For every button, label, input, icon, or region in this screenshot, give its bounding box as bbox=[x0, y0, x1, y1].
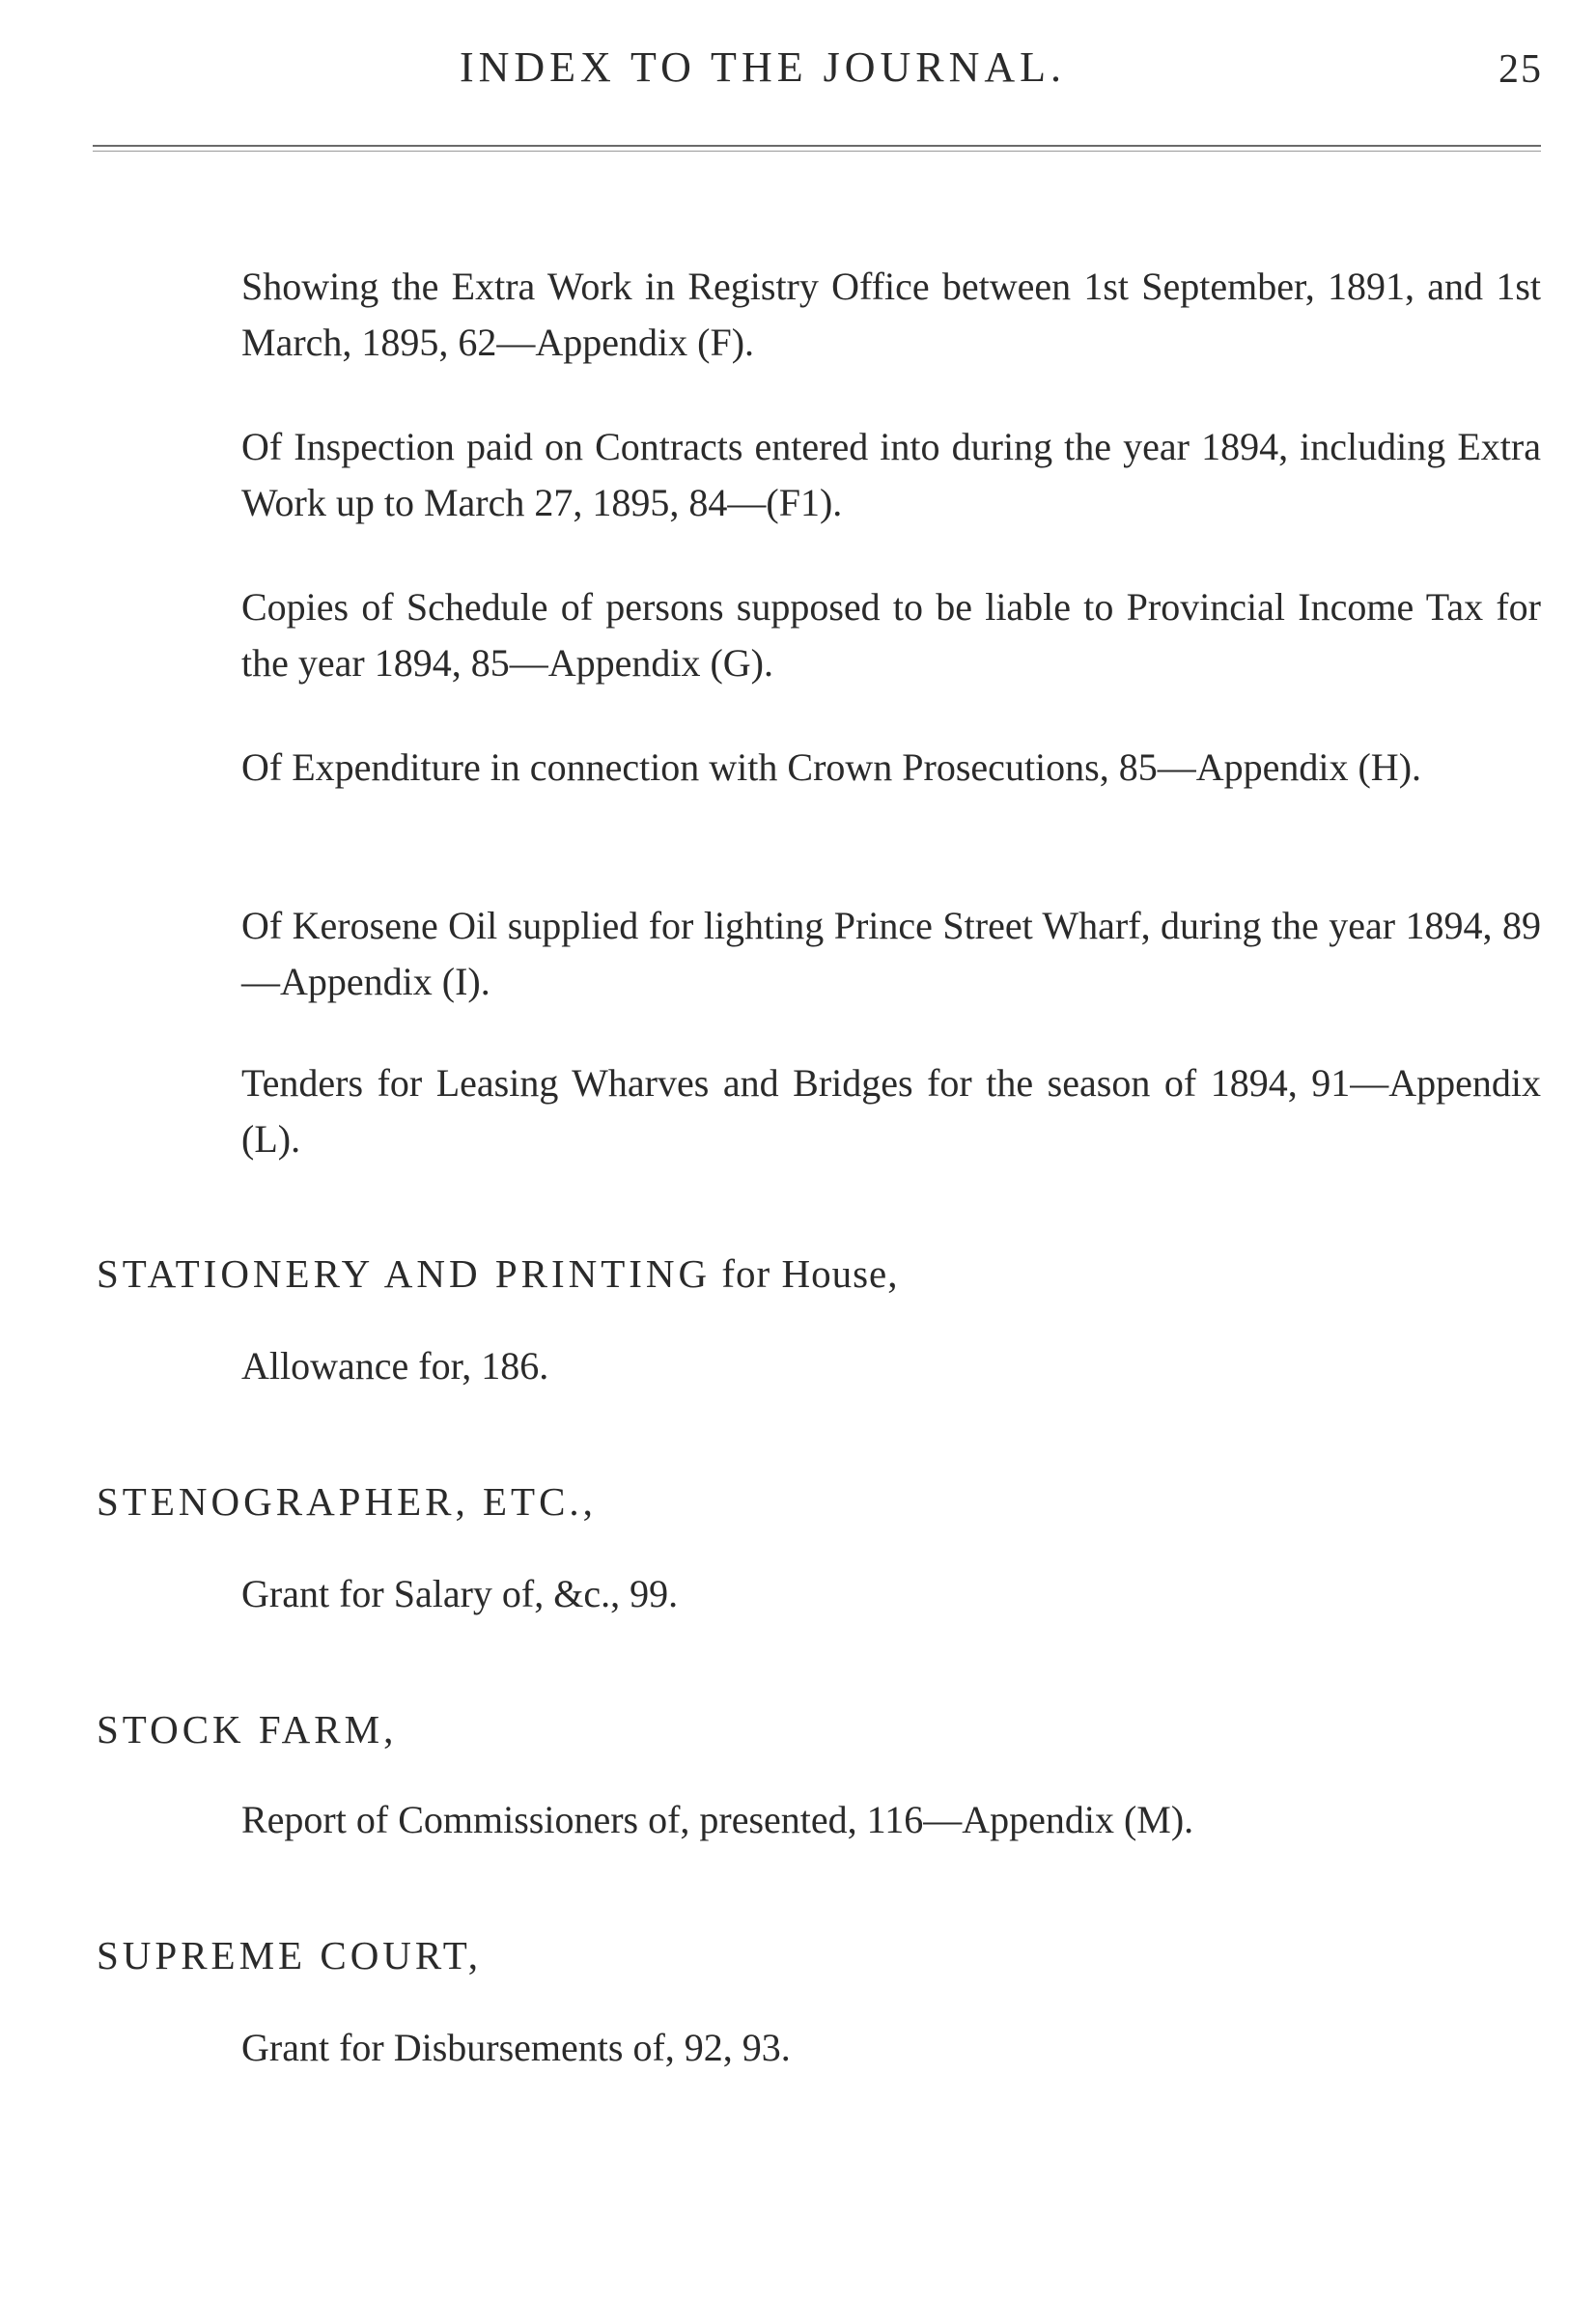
index-entry: Of Expenditure in connection with Crown Prosecutions, 85—Appendix (H). bbox=[241, 745, 1422, 789]
page-number: 25 bbox=[1498, 47, 1543, 92]
section-heading-caps: STOCK FARM, bbox=[97, 1707, 398, 1752]
section-entry: Report of Commissioners of, presented, 116—Appendix (M). bbox=[241, 1798, 1194, 1841]
section-heading-caps: STATIONERY AND PRINTING bbox=[97, 1251, 712, 1296]
section-heading bbox=[97, 1246, 898, 1302]
section-entry: Grant for Salary of, &c., 99. bbox=[241, 1572, 679, 1615]
index-entry: Copies of Schedule of persons supposed to be liable to Provincial Income Tax for the year 1894, 85—Appendix (G). bbox=[241, 585, 1541, 685]
section-heading bbox=[97, 1927, 482, 1983]
section-entry: Grant for Disbursements of, 92, 93. bbox=[241, 2026, 791, 2069]
index-entry: Of Inspection paid on Contracts entered into during the year 1894, including Extra Work up to March 27, 1895, 84—(F1). bbox=[241, 425, 1541, 524]
section-heading-caps: STENOGRAPHER, ETC., bbox=[97, 1479, 597, 1524]
header-rule bbox=[93, 145, 1541, 147]
index-entry: Showing the Extra Work in Registry Office between 1st September, 1891, and 1st March, 1895, 62—Appendix (F). bbox=[241, 265, 1541, 364]
section-heading-caps: SUPREME COURT, bbox=[97, 1933, 483, 1977]
section-entry: Allowance for, 186. bbox=[241, 1344, 549, 1388]
section-heading-suffix: for House, bbox=[711, 1251, 899, 1296]
section-heading bbox=[97, 1701, 397, 1757]
index-entry: Of Kerosene Oil supplied for lighting Prince Street Wharf, during the year 1894, 89—Appendix (I). bbox=[241, 904, 1541, 1003]
section-heading bbox=[97, 1473, 597, 1529]
index-entry: Tenders for Leasing Wharves and Bridges for the season of 1894, 91—Appendix (L). bbox=[241, 1061, 1541, 1161]
page-title: INDEX TO THE JOURNAL. bbox=[459, 43, 1067, 91]
running-head bbox=[0, 42, 1596, 100]
header-rule-secondary bbox=[93, 151, 1541, 152]
